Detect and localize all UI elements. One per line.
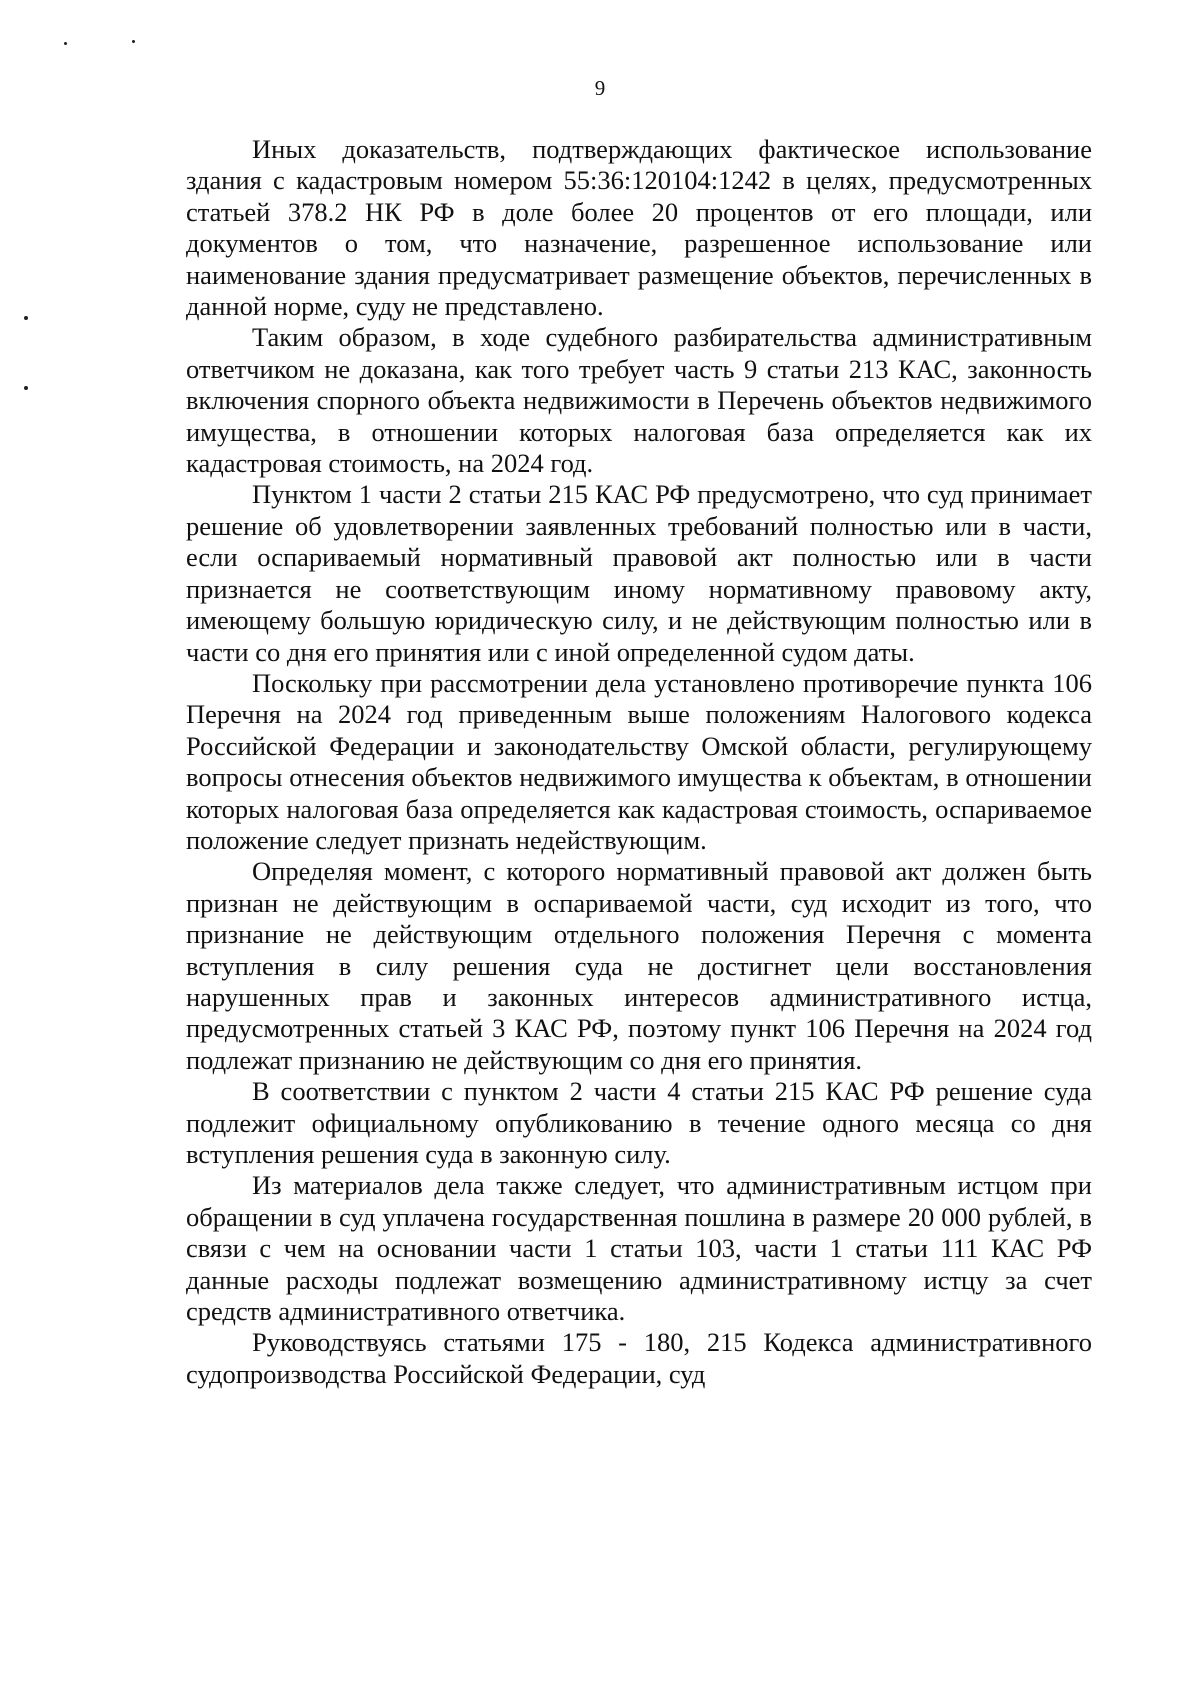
paragraph: Руководствуясь статьями 175 - 180, 215 Кодекса административного судопроизводства Российской Федерации, суд	[186, 1327, 1092, 1389]
paragraph: Пунктом 1 части 2 статьи 215 КАС РФ предусмотрено, что суд принимает решение об удовлетворении заявленных требований полностью или в части, если оспариваемый нормативный правовой акт полностью или в части признается не соответствующим иному нормативному правовому акту, имеющему большую юридическую силу, и не действующим полностью или в части со дня его принятия или с иной определенной судом даты.	[186, 479, 1092, 667]
paragraph: Поскольку при рассмотрении дела установлено противоречие пункта 106 Перечня на 2024 год приведенным выше положениям Налогового кодекса Российской Федерации и законодательству Омской области, регулирующему вопросы отнесения объектов недвижимого имущества к объектам, в отношении которых налоговая база определяется как кадастровая стоимость, оспариваемое положение следует признать недействующим.	[186, 667, 1092, 855]
paragraph: Таким образом, в ходе судебного разбирательства административным ответчиком не доказана, как того требует часть 9 статьи 213 КАС, законность включения спорного объекта недвижимости в Перечень объектов недвижимого имущества, в отношении которых налоговая база определяется как их кадастровая стоимость, на 2024 год.	[186, 322, 1092, 479]
scan-speck	[132, 40, 135, 43]
scan-speck	[24, 316, 28, 320]
document-body	[186, 134, 1092, 1390]
paragraph: Иных доказательств, подтверждающих фактическое использование здания с кадастровым номером 55:36:120104:1242 в целях, предусмотренных статьей 378.2 НК РФ в доле более 20 процентов от его площади, или документов о том, что назначение, разрешенное использование или наименование здания предусматривает размещение объектов, перечисленных в данной норме, суду не представлено.	[186, 134, 1092, 322]
paragraph: Определяя момент, с которого нормативный правовой акт должен быть признан не действующим в оспариваемой части, суд исходит из того, что признание не действующим отдельного положения Перечня с момента вступления в силу решения суда не достигнет цели восстановления нарушенных прав и законных интересов административного истца, предусмотренных статьей 3 КАС РФ, поэтому пункт 106 Перечня на 2024 год подлежат признанию не действующим со дня его принятия.	[186, 856, 1092, 1075]
scan-speck	[24, 386, 28, 390]
paragraph: В соответствии с пунктом 2 части 4 статьи 215 КАС РФ решение суда подлежит официальному опубликованию в течение одного месяца со дня вступления решения суда в законную силу.	[186, 1076, 1092, 1169]
scan-speck	[64, 42, 67, 45]
paragraph: Из материалов дела также следует, что административным истцом при обращении в суд уплачена государственная пошлина в размере 20 000 рублей, в связи с чем на основании части 1 статьи 103, части 1 статьи 111 КАС РФ данные расходы подлежат возмещению административному истцу за счет средств административного ответчика.	[186, 1170, 1092, 1327]
page-number: 9	[594, 76, 606, 100]
